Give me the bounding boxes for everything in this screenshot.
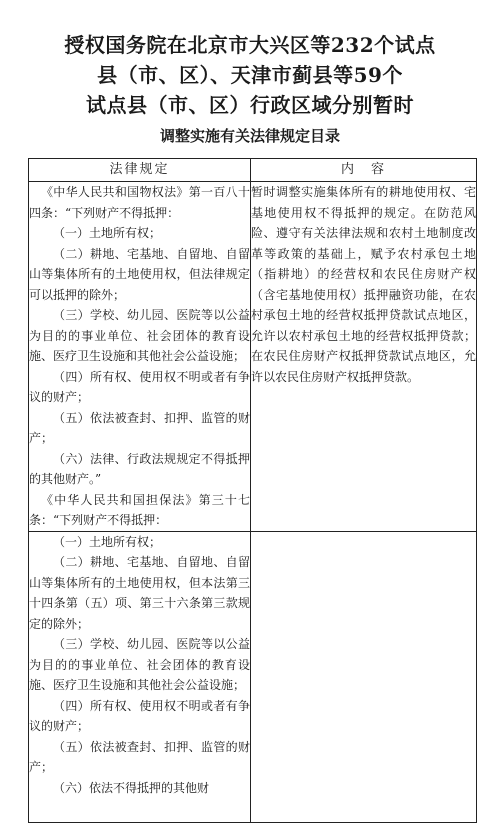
provision-paragraph: （三）学校、幼儿园、医院等以公益为目的的事业单位、社会团体的教育设施、医疗卫生设施和其他社会公益设施； bbox=[29, 637, 250, 692]
title-line-3: 试点县（市、区）行政区域分别暂时 bbox=[86, 93, 414, 117]
content-cell bbox=[251, 182, 477, 532]
provision-paragraph: （五）依法被查封、扣押、监管的财产； bbox=[29, 410, 250, 445]
header-law-provisions: 法律规定 bbox=[29, 159, 251, 182]
provision-paragraph: （三）学校、幼儿园、医院等以公益为目的的事业单位、社会团体的教育设施、医疗卫生设施和其他社会公益设施； bbox=[29, 308, 250, 363]
provision-paragraph: 《中华人民共和国物权法》第一百八十四条：“下列财产不得抵押： bbox=[29, 185, 250, 220]
provision-paragraph: （六）法律、行政法规规定不得抵押的其他财产。” bbox=[29, 451, 250, 486]
table-row bbox=[29, 531, 477, 822]
table-row bbox=[29, 182, 477, 532]
title-line-2: 县（市、区）、天津市蓟县等59个 bbox=[97, 63, 403, 87]
law-table bbox=[28, 158, 477, 823]
law-provisions-cell bbox=[29, 182, 251, 532]
provision-paragraph: （四）所有权、使用权不明或者有争议的财产； bbox=[29, 369, 250, 404]
document-subtitle: 调整实施有关法律规定目录 bbox=[159, 127, 340, 145]
provision-paragraph: （四）所有权、使用权不明或者有争议的财产； bbox=[29, 698, 250, 733]
provision-paragraph: 《中华人民共和国担保法》第三十七条：“下列财产不得抵押： bbox=[29, 492, 250, 527]
table-header-row bbox=[29, 159, 477, 182]
provision-paragraph: （二）耕地、宅基地、自留地、自留山等集体所有的土地使用权，但法律规定可以抵押的除外； bbox=[29, 246, 250, 302]
document-title bbox=[0, 30, 500, 148]
law-provisions-cell bbox=[29, 531, 251, 822]
provision-paragraph: （五）依法被查封、扣押、监管的财产； bbox=[29, 739, 250, 774]
provision-paragraph: （二）耕地、宅基地、自留地、自留山等集体所有的土地使用权，但本法第三十四条第（五）项、第三十六条第三款规定的除外； bbox=[29, 555, 250, 631]
provision-paragraph: （一）土地所有权； bbox=[53, 226, 162, 240]
title-line-1: 授权国务院在北京市大兴区等232个试点 bbox=[64, 33, 436, 57]
header-content: 内 容 bbox=[251, 159, 477, 182]
content-cell-empty bbox=[251, 531, 477, 822]
content-paragraph: 暂时调整实施集体所有的耕地使用权、宅基地使用权不得抵押的规定。在防范风险、遵守有关法律法规和农村土地制度改革等政策的基础上，赋予农村承包土地（指耕地）的经营权和农民住房财产权（含宅基地使用权）抵押融资功能，在农村承包土地的经营权抵押贷款试点地区，允许以农村承包土地的经营权抵押贷款；在农民住房财产权抵押贷款试点地区，允许以农民住房财产权抵押贷款。 bbox=[251, 185, 476, 384]
provision-paragraph: （六）依法不得抵押的其他财 bbox=[53, 780, 210, 795]
provision-paragraph: （一）土地所有权； bbox=[53, 534, 162, 549]
